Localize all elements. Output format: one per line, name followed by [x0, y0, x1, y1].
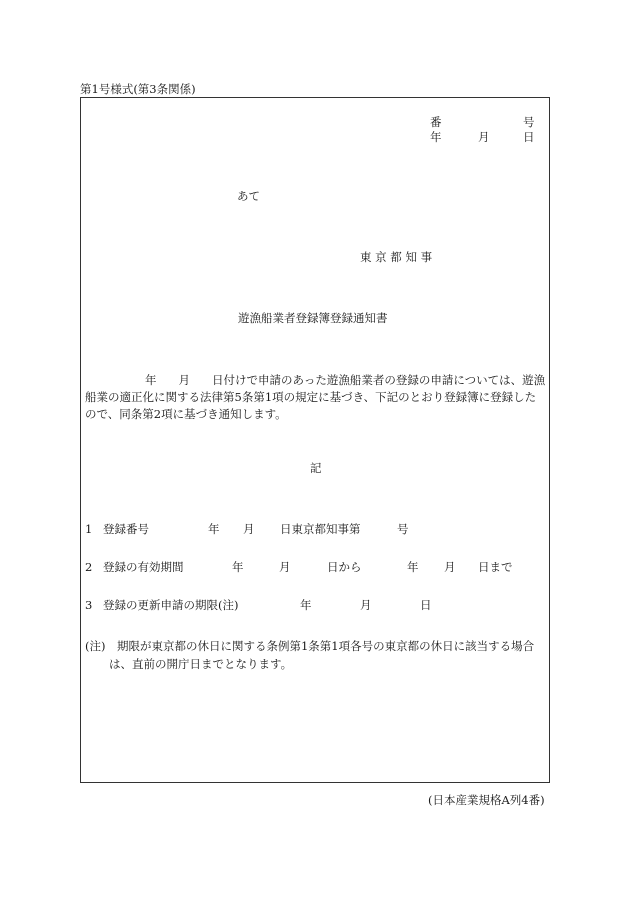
item1-month: 月 [243, 522, 255, 536]
body-text: 日付けで申請のあった遊漁船業者の登録の申請については、遊漁船業の適正化に関する法律第5条第1項の規定に基づき、下記のとおり登録簿に登録したので、同条第2項に基づき通知します。 [85, 373, 546, 421]
item2-day-from: 日から [327, 560, 362, 574]
body-paragraph [85, 372, 547, 423]
item2-year-from: 年 [232, 560, 244, 574]
paper-size-note: (日本産業規格A列4番) [428, 793, 545, 807]
form-label: 第1号様式(第3条関係) [80, 82, 196, 96]
form-frame [80, 97, 550, 783]
item1-number: 1 [85, 522, 93, 536]
item2-month-from: 月 [279, 560, 291, 574]
ki-heading: 記 [310, 461, 322, 475]
item2-label: 登録の有効期間 [103, 560, 184, 574]
date-month: 月 [478, 130, 490, 144]
item1-label: 登録番号 [103, 522, 149, 536]
item2-year-to: 年 [407, 560, 419, 574]
item3-year: 年 [300, 598, 312, 612]
number-suffix: 号 [523, 115, 535, 129]
date-year: 年 [430, 130, 442, 144]
note-line-1: (注) 期限が東京都の休日に関する条例第1条第1項各号の東京都の休日に該当する場合 [85, 639, 535, 653]
item3-month: 月 [360, 598, 372, 612]
item2-day-to: 日まで [478, 560, 513, 574]
number-label: 番 [430, 115, 442, 129]
document-title: 遊漁船業者登録簿登録通知書 [238, 311, 388, 325]
item1-issuer: 日東京都知事第 [280, 522, 361, 536]
item1-year: 年 [208, 522, 220, 536]
item3-day: 日 [420, 598, 432, 612]
body-month: 月 [178, 373, 190, 387]
date-day: 日 [523, 130, 535, 144]
issuer: 東 京 都 知 事 [360, 250, 433, 264]
item1-suffix: 号 [397, 522, 409, 536]
item2-number: 2 [85, 560, 93, 574]
body-year: 年 [145, 373, 157, 387]
note [85, 637, 547, 673]
item2-month-to: 月 [444, 560, 456, 574]
item3-number: 3 [85, 598, 93, 612]
addressee: あて [237, 189, 260, 203]
item3-label: 登録の更新申請の期限(注) [103, 598, 239, 612]
note-line-2: は、直前の開庁日までとなります。 [109, 657, 293, 671]
